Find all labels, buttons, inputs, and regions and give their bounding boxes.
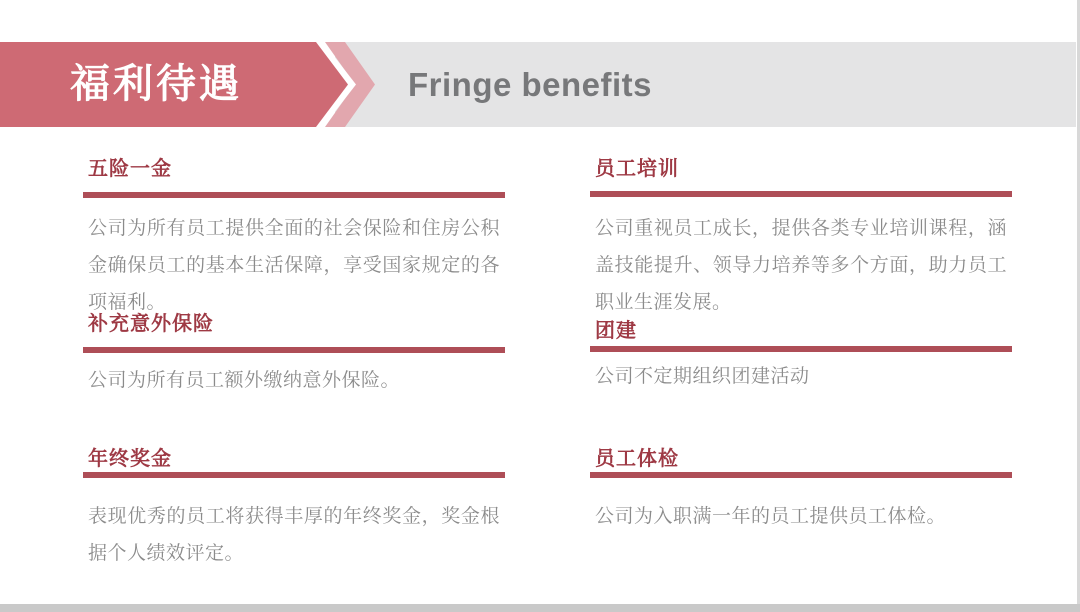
benefit-heading: 补充意外保险 xyxy=(88,313,214,335)
benefit-block-insurance-fund xyxy=(83,152,505,313)
benefit-block-training xyxy=(590,152,1012,322)
benefit-body: 表现优秀的员工将获得丰厚的年终奖金，奖金根据个人绩效评定。 xyxy=(88,506,500,564)
benefit-heading: 团建 xyxy=(595,320,637,342)
benefit-heading: 员工体检 xyxy=(595,448,679,470)
benefit-block-year-end-bonus xyxy=(83,442,505,582)
slide-bottom-edge xyxy=(0,604,1080,612)
heading-underline xyxy=(590,472,1012,478)
heading-underline xyxy=(83,192,505,198)
benefit-block-team-building xyxy=(590,314,1012,414)
benefit-body: 公司为入职满一年的员工提供员工体检。 xyxy=(595,506,947,527)
heading-underline xyxy=(83,472,505,478)
benefit-body: 公司重视员工成长，提供各类专业培训课程，涵盖技能提升、领导力培养等多个方面，助力员工职业生涯发展。 xyxy=(595,218,1007,313)
page-title: 福利待遇 xyxy=(70,62,242,106)
benefit-body: 公司为所有员工额外缴纳意外保险。 xyxy=(88,370,401,391)
benefit-heading: 年终奖金 xyxy=(88,448,172,470)
benefit-heading: 五险一金 xyxy=(88,158,172,180)
benefit-heading: 员工培训 xyxy=(595,158,679,180)
benefit-body: 公司不定期组织团建活动 xyxy=(595,366,810,387)
benefit-block-health-checkup xyxy=(590,442,1012,562)
benefit-body: 公司为所有员工提供全面的社会保险和住房公积金确保员工的基本生活保障，享受国家规定的各项福利。 xyxy=(88,218,500,313)
heading-underline xyxy=(83,347,505,353)
page-subtitle-english: Fringe benefits xyxy=(408,66,653,103)
heading-underline xyxy=(590,346,1012,352)
heading-underline xyxy=(590,191,1012,197)
benefit-block-accident-insurance xyxy=(83,307,505,417)
